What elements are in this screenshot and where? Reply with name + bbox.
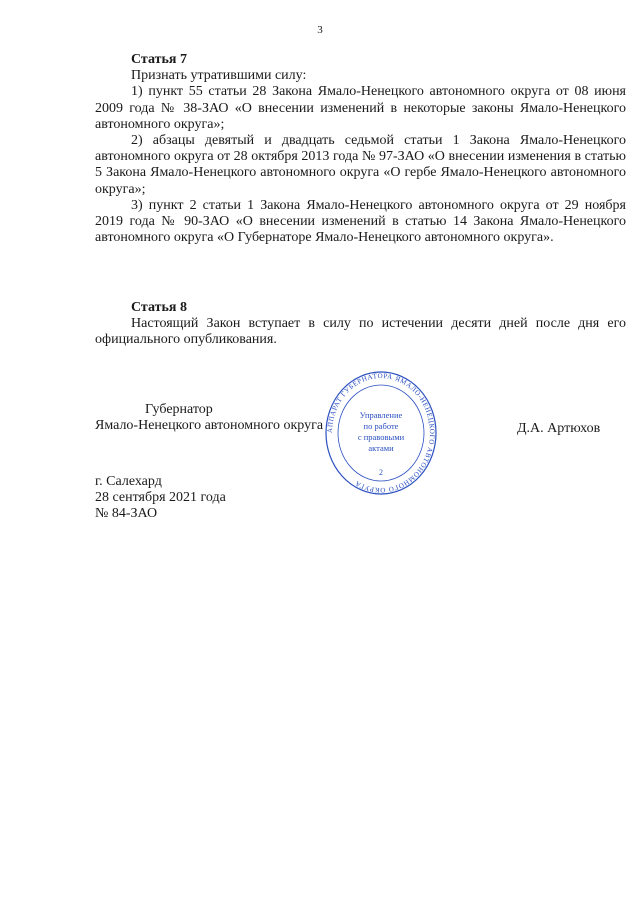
page-number: 3 — [317, 24, 323, 36]
stamp-line-4: актами — [368, 443, 394, 453]
article-7-item-2: 2) абзацы девятый и двадцать седьмой статьи 1 Закона Ямало-Ненецкого автономного округа от 28 октября 2013 года № 97-ЗАО «О внесении изменения в статью 5 Закона Ямало-Ненецкого автономного округа «О гербе Ямало-Ненецкого автономного округа»; — [95, 133, 626, 197]
article-8-title: Статья 8 — [131, 300, 187, 315]
article-8-text: Настоящий Закон вступает в силу по истечении десяти дней после дня его официального опубликования. — [95, 316, 626, 348]
official-stamp — [325, 371, 437, 495]
place-date-block — [95, 474, 226, 523]
stamp-number: 2 — [379, 468, 383, 477]
stamp-line-2: по работе — [363, 421, 399, 431]
article-7-intro: Признать утратившими силу: — [131, 68, 307, 84]
governor-signature-block — [95, 402, 323, 434]
stamp-line-3: с правовыми — [357, 432, 405, 442]
stamp-ring-text: АППАРАТ ГУБЕРНАТОРА ЯМАЛО-НЕНЕЦКОГО АВТОНОМНОГО ОКРУГА — [325, 371, 437, 495]
article-8 — [95, 300, 626, 349]
signatory-position-line-1: Губернатор — [145, 402, 213, 417]
stamp-seal — [325, 371, 437, 495]
law-number: № 84-ЗАО — [95, 506, 158, 522]
stamp-line-1: Управление — [359, 410, 403, 420]
law-date: 28 сентября 2021 года — [95, 490, 226, 506]
article-7-item-1: 1) пункт 55 статьи 28 Закона Ямало-Ненецкого автономного округа от 08 июня 2009 года № 38-ЗАО «О внесении изменений в некоторые законы Ямало-Ненецкого автономного округа»; — [95, 84, 626, 132]
signatory-position-line-2: Ямало-Ненецкого автономного округа — [95, 418, 324, 434]
article-7-item-3: 3) пункт 2 статьи 1 Закона Ямало-Ненецкого автономного округа от 29 ноября 2019 года № 90-ЗАО «О внесении изменений в статью 14 Закона Ямало-Ненецкого автономного округа «О Губернаторе Ямало-Ненецкого автономного округа». — [95, 197, 626, 246]
article-7-title: Статья 7 — [131, 52, 187, 67]
city: г. Салехард — [95, 474, 162, 489]
article-7 — [95, 52, 626, 246]
signatory-name: Д.А. Артюхов — [517, 421, 601, 436]
